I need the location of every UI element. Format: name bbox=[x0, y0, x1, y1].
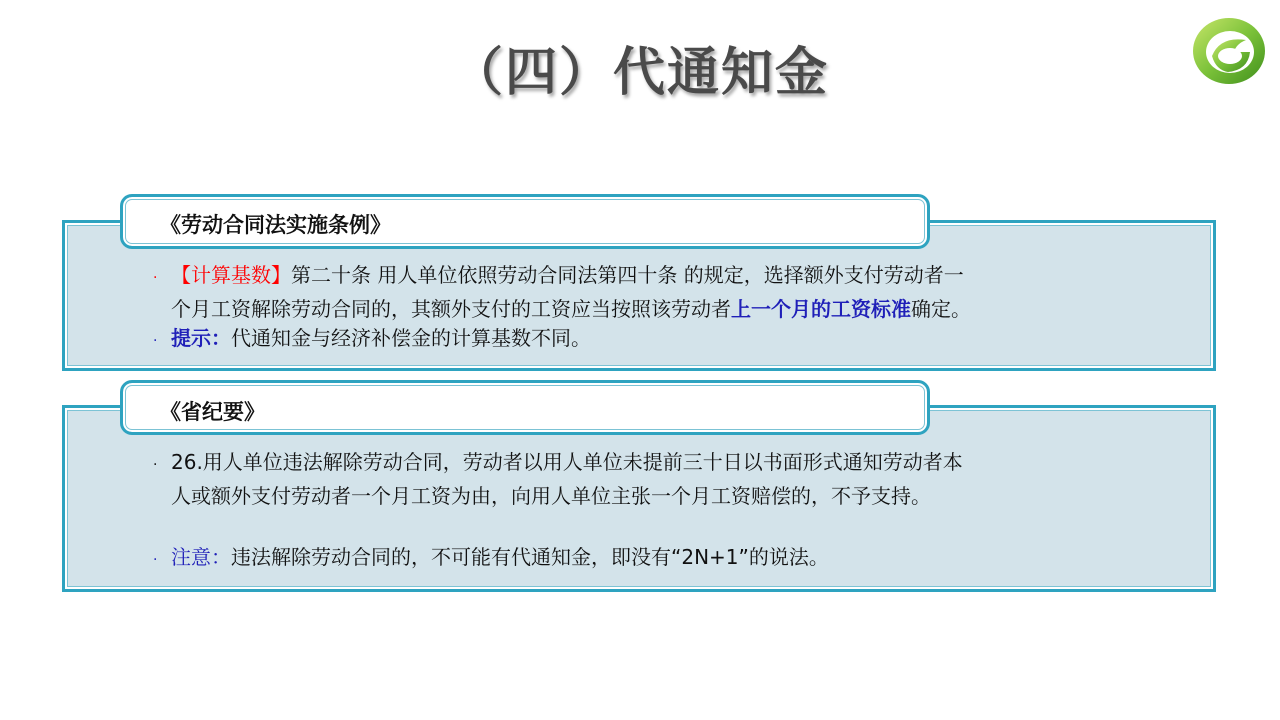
wage-standard-highlight: 上一个月的工资标准 bbox=[731, 297, 911, 321]
section1-item1-line1: 第二十条 用人单位依照劳动合同法第四十条 的规定，选择额外支付劳动者一 bbox=[291, 263, 964, 287]
note-text: 违法解除劳动合同的，不可能有代通知金，即没有“2N+1”的说法。 bbox=[231, 545, 829, 569]
bullet: · bbox=[153, 457, 158, 473]
bullet: · bbox=[153, 333, 158, 349]
note-label: 注意： bbox=[171, 545, 231, 569]
g-logo-icon bbox=[1190, 14, 1268, 88]
bullet: · bbox=[153, 552, 158, 568]
bullet: · bbox=[153, 270, 158, 286]
section2-item2 bbox=[153, 542, 1153, 576]
section1-header: 《劳动合同法实施条例》 bbox=[160, 213, 391, 237]
hint-text: 代通知金与经济补偿金的计算基数不同。 bbox=[231, 326, 591, 350]
section2-header: 《省纪要》 bbox=[160, 400, 265, 424]
section1-item1-line2-end: 确定。 bbox=[911, 297, 971, 321]
section1-item2 bbox=[153, 323, 1153, 357]
section2-item1 bbox=[153, 447, 1153, 512]
hint-label: 提示： bbox=[171, 326, 231, 350]
slide-title: （四）代通知金 bbox=[450, 43, 829, 103]
section1-item1 bbox=[153, 260, 1153, 325]
section2-item1-line1: 26.用人单位违法解除劳动合同，劳动者以用人单位未提前三十日以书面形式通知劳动者本 bbox=[171, 450, 963, 474]
calc-base-label: 【计算基数】 bbox=[171, 263, 291, 287]
section2-item1-line2: 人或额外支付劳动者一个月工资为由，向用人单位主张一个月工资赔偿的，不予支持。 bbox=[171, 484, 931, 508]
section1-item1-line2: 个月工资解除劳动合同的，其额外支付的工资应当按照该劳动者 bbox=[171, 297, 731, 321]
